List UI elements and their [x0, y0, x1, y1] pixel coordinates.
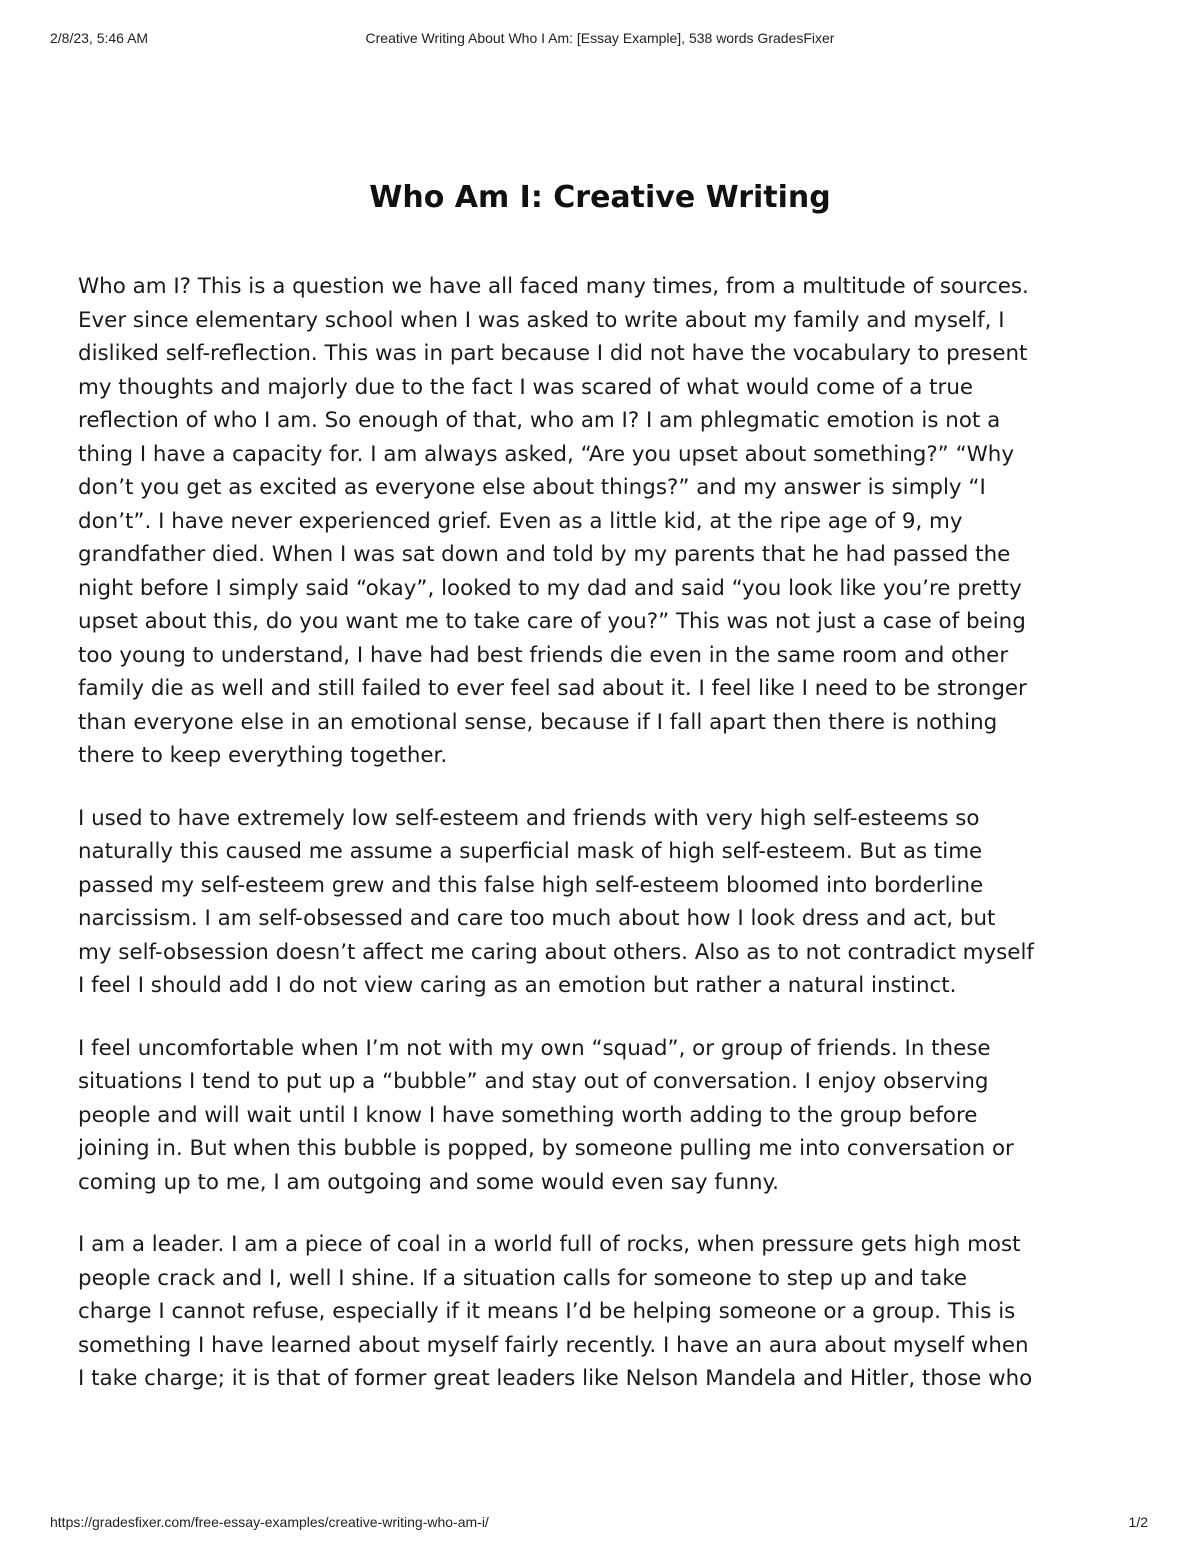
essay-paragraph: I used to have extremely low self-esteem and friends with very high self-esteems so naturally this caused me assume a superficial mask of high self-esteem. But as time passed my self-esteem grew and this false high self-esteem bloomed into borderline narcissism. I am self-obsessed and care too much about how I look dress and act, but my self-obsession doesn’t affect me caring about others. Also as to not contradict myself I feel I should add I do not view caring as an emotion but rather a natural instinct.	[78, 805, 1034, 998]
print-footer	[0, 1514, 1200, 1534]
essay-paragraph: Who am I? This is a question we have all faced many times, from a multitude of sources. Ever since elementary school when I was asked to write about my family and myself, I disliked self-reflection. This was in part because I did not have the vocabulary to present my thoughts and majorly due to the fact I was scared of what would come of a true reflection of who I am. So enough of that, who am I? I am phlegmatic emotion is not a thing I have a capacity for. I am always asked, “Are you upset about something?” “Why don’t you get as excited as everyone else about things?” and my answer is simply “I don’t”. I have never experienced grief. Even as a little kid, at the ripe age of 9, my grandfather died. When I was sat down and told by my parents that he had passed the night before I simply said “okay”, looked to my dad and said “you look like you’re pretty upset about this, do you want me to take care of you?” This was not just a case of being too young to understand, I have had best friends die even in the same room and other family die as well and still failed to ever feel sad about it. I feel like I need to be stronger than everyone else in an emotional sense, because if I fall apart then there is nothing there to keep everything together.	[78, 274, 1029, 768]
print-page-title: Creative Writing About Who I Am: [Essay Example], 538 words GradesFixer	[365, 30, 835, 46]
print-url[interactable]: https://gradesfixer.com/free-essay-examples/creative-writing-who-am-i/	[50, 1514, 489, 1530]
essay-paragraph: I am a leader. I am a piece of coal in a world full of rocks, when pressure gets high most people crack and I, well I shine. If a situation calls for someone to step up and take charge I cannot refuse, especially if it means I’d be helping someone or a group. This is something I have learned about myself fairly recently. I have an aura about myself when I take charge; it is that of former great leaders like Nelson Mandela and Hitler, those who	[78, 1232, 1033, 1391]
essay-title: Who Am I: Creative Writing	[369, 180, 831, 215]
essay-paragraph: I feel uncomfortable when I’m not with my own “squad”, or group of friends. In these situations I tend to put up a “bubble” and stay out of conversation. I enjoy observing people and will wait until I know I have something worth adding to the group before joining in. But when this bubble is popped, by someone pulling me into conversation or coming up to me, I am outgoing and some would even say funny.	[78, 1035, 1014, 1195]
print-header	[0, 30, 1200, 50]
page-number: 1/2	[1128, 1514, 1148, 1530]
print-datetime: 2/8/23, 5:46 AM	[50, 30, 149, 46]
essay-body	[78, 270, 1128, 1425]
